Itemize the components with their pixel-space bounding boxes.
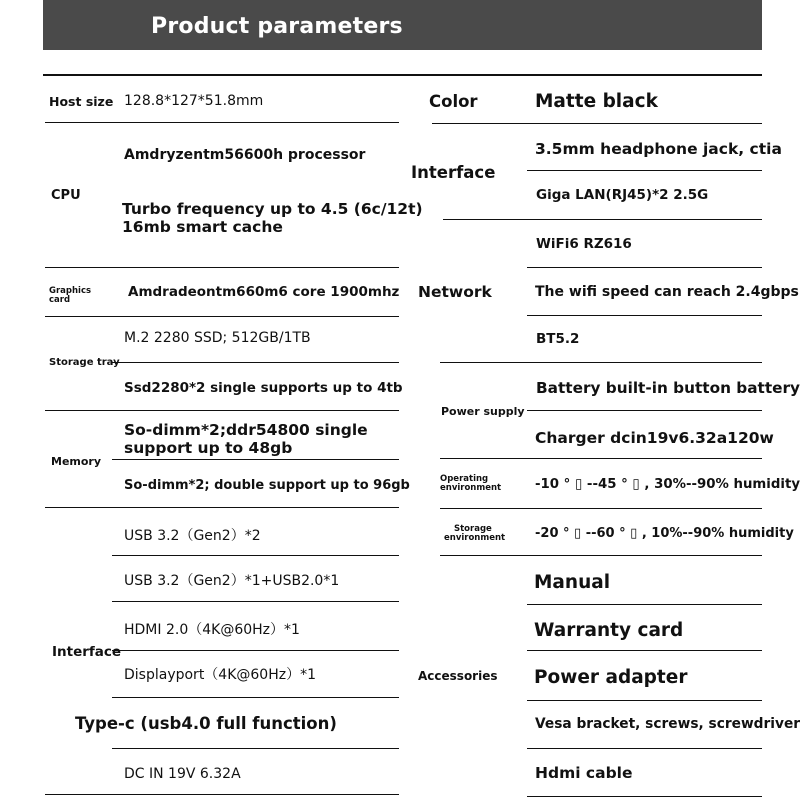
storage-ssd-dual: Ssd2280*2 single supports up to 4tb <box>124 380 403 396</box>
accessories-label: Accessories <box>418 669 498 683</box>
interface-usb-2: USB 3.2（Gen2）*1+USB2.0*1 <box>124 573 340 589</box>
right-rule <box>527 604 762 605</box>
cpu-processor: Amdryzentm56600h processor <box>124 147 366 163</box>
left-rule <box>45 267 399 268</box>
cpu-label: CPU <box>51 188 81 203</box>
right-rule <box>440 362 762 363</box>
interface-label: Interface <box>52 644 122 660</box>
host-size-label: Host size <box>49 94 114 109</box>
right-rule <box>432 123 762 124</box>
interface-hdmi: HDMI 2.0（4K@60Hz）*1 <box>124 622 300 638</box>
right-rule <box>443 219 762 220</box>
graphics-value: Amdradeontm660m6 core 1900mhz <box>128 284 400 300</box>
right-rule <box>440 555 762 556</box>
left-rule <box>45 122 399 123</box>
right-interface-audio: 3.5mm headphone jack, ctia <box>535 140 782 158</box>
left-rule <box>112 362 399 363</box>
right-rule <box>527 267 762 268</box>
left-rule <box>112 601 399 602</box>
right-rule <box>527 700 762 701</box>
right-rule <box>527 748 762 749</box>
right-rule <box>527 796 762 797</box>
storage-ssd: M.2 2280 SSD; 512GB/1TB <box>124 330 311 346</box>
right-rule <box>527 410 762 411</box>
color-label: Color <box>429 92 478 111</box>
storage-env-label-b: environment <box>444 533 506 543</box>
page-title: Product parameters <box>151 14 403 39</box>
interface-typec: Type-c (usb4.0 full function) <box>75 714 337 733</box>
interface-displayport: Displayport（4K@60Hz）*1 <box>124 667 316 683</box>
memory-double: So-dimm*2; double support up to 96gb <box>124 478 410 493</box>
left-rule <box>112 748 399 749</box>
network-bt: BT5.2 <box>536 331 580 347</box>
network-label: Network <box>418 283 492 301</box>
storage-tray-label: Storage tray <box>49 357 120 368</box>
memory-single: So-dimm*2;ddr54800 single <box>124 421 368 439</box>
right-rule <box>440 508 762 509</box>
left-rule <box>45 316 399 317</box>
header-banner <box>43 0 762 50</box>
power-charger: Charger dcin19v6.32a120w <box>535 429 774 447</box>
network-wifi-speed: The wifi speed can reach 2.4gbps <box>535 284 799 300</box>
interface-dc-in: DC IN 19V 6.32A <box>124 766 241 782</box>
accessory-power-adapter: Power adapter <box>534 667 688 688</box>
operating-label-b: environment <box>440 483 502 493</box>
left-rule <box>112 555 399 556</box>
power-battery: Battery built-in button battery <box>536 379 801 397</box>
power-label: Power supply <box>441 405 525 418</box>
storage-env-label-a: Storage <box>454 524 492 534</box>
memory-label: Memory <box>51 455 102 468</box>
right-interface-lan: Giga LAN(RJ45)*2 2.5G <box>536 187 709 203</box>
accessory-vesa: Vesa bracket, screws, screwdriver <box>535 716 801 732</box>
accessory-warranty-card: Warranty card <box>534 620 684 641</box>
cpu-turbo: Turbo frequency up to 4.5 (6c/12t) <box>122 200 423 218</box>
accessory-hdmi-cable: Hdmi cable <box>535 764 633 782</box>
graphics-label-a: Graphics <box>49 286 92 296</box>
interface-usb-1: USB 3.2（Gen2）*2 <box>124 528 261 544</box>
network-wifi: WiFi6 RZ616 <box>536 236 632 252</box>
left-rule <box>112 697 399 698</box>
left-rule <box>45 507 399 508</box>
right-rule <box>440 458 762 459</box>
operating-value: -10 ° ▯ --45 ° ▯ , 30%--90% humidity <box>535 476 801 492</box>
operating-label-a: Operating <box>440 474 489 484</box>
rule-top <box>43 74 762 76</box>
right-rule <box>527 315 762 316</box>
left-rule <box>45 410 399 411</box>
graphics-label-b: card <box>49 295 71 305</box>
right-interface-label: Interface <box>411 163 496 182</box>
left-rule <box>45 794 399 795</box>
cpu-cache: 16mb smart cache <box>122 218 283 236</box>
left-rule <box>112 650 399 651</box>
color-value: Matte black <box>535 91 658 112</box>
storage-env-value: -20 ° ▯ --60 ° ▯ , 10%--90% humidity <box>535 526 794 541</box>
host-size-value: 128.8*127*51.8mm <box>124 93 264 109</box>
right-rule <box>527 170 762 171</box>
left-rule <box>112 459 399 460</box>
accessory-manual: Manual <box>534 572 611 593</box>
right-rule <box>527 650 762 651</box>
memory-single-cap: support up to 48gb <box>124 439 293 457</box>
